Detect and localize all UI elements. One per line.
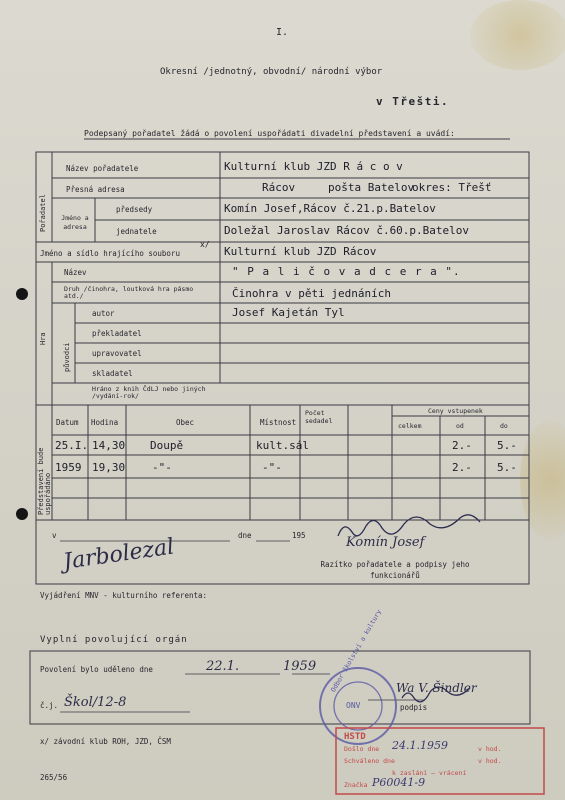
povoleni-year: 1959: [283, 659, 317, 674]
hstd-line4: Značka: [344, 781, 368, 789]
stamp-text: Odbor školství a kultury: [329, 608, 384, 694]
jmeno-adresa-label: Jméno a adresa: [61, 214, 89, 232]
row2-datum: 1959: [55, 461, 82, 474]
row2-od: 2.-: [452, 461, 472, 474]
location: v Třešti.: [376, 95, 450, 108]
hstd-line1-value: 24.1.1959: [392, 739, 448, 752]
soubor-label: Jméno a sídlo hrajícího souboru: [40, 249, 180, 258]
hstd-line3: k zaslání — vrácení: [392, 769, 467, 777]
footer-note: x/ závodní klub ROH, JZD, ČSM: [40, 737, 171, 746]
hstd-line2-suffix: v hod.: [478, 757, 502, 765]
form-number: 265/56: [40, 773, 68, 782]
row2-obec: -"-: [152, 461, 172, 474]
prekladatel-label: překladatel: [92, 329, 142, 338]
hstd-line1-suffix: v hod.: [478, 745, 502, 753]
row1-obec: Doupě: [150, 439, 184, 452]
adresa-value: Rácov: [262, 181, 296, 194]
stamp-center: ONV: [346, 701, 361, 710]
row2-mistnost: -"-: [262, 461, 282, 474]
hrano-label: Hráno z knih ČdLJ nebo jiných /vydání-rok/: [92, 385, 206, 401]
col-pocet: Počet sedadel: [305, 409, 333, 425]
nazev-poradatele-label: Název pořadatele: [66, 164, 139, 173]
podpis-handwritten: Wa V. Šindler: [396, 681, 477, 695]
nazev-poradatele-value: Kulturní klub JZD R á c o v: [224, 160, 403, 173]
signer-handwritten: Komín Josef: [346, 535, 425, 550]
page-number: I.: [276, 27, 289, 38]
jednatele-label: jednatele: [116, 227, 157, 236]
skladatel-label: skladatel: [92, 369, 133, 378]
predsedy-value: Komín Josef,Rácov č.21.p.Batelov: [224, 202, 436, 215]
organ-title: Vyplní povolující orgán: [40, 635, 188, 645]
col-hodina: Hodina: [91, 418, 119, 427]
signature-caption: Razítko pořadatele a podpisy jeho funkcionářů: [320, 560, 470, 580]
soubor-value: Kulturní klub JZD Rácov: [224, 245, 377, 258]
section-poradatel: Pořadatel: [39, 194, 47, 232]
section-predstaveni: Představení bude uspořádáno: [37, 447, 53, 515]
col-od: od: [456, 422, 464, 430]
section-puvodci: původci: [63, 342, 71, 372]
autor-label: autor: [92, 309, 115, 318]
mnv-label: Vyjádření MNV - kulturního referenta:: [40, 591, 208, 600]
autor-value: Josef Kajetán Tyl: [232, 306, 345, 319]
row1-do: 5.-: [497, 439, 517, 452]
hstd-title: HSTD: [344, 732, 366, 742]
hstd-line4-value: P60041-9: [372, 776, 426, 789]
punch-hole: [16, 508, 28, 520]
podpis-label: podpis: [400, 703, 428, 712]
upravovatel-label: upravovatel: [92, 349, 142, 358]
nazev-hry-value: " P a l i č o v a d c e r a ".: [232, 265, 461, 278]
okres-value: okres: Třešť: [412, 181, 492, 194]
druh-value: Činohra v pěti jednáních: [232, 287, 391, 300]
hstd-line1: Došlo dne: [344, 745, 380, 753]
posta-value: pošta Batelov: [328, 181, 415, 194]
col-obec: Obec: [176, 418, 195, 427]
jednatele-value: Doležal Jaroslav Rácov č.60.p.Batelov: [224, 224, 470, 237]
col-ceny: Ceny vstupenek: [428, 407, 483, 415]
cj-label: č.j.: [40, 701, 59, 710]
row1-mistnost: kult.sál: [256, 439, 309, 452]
druh-label: Druh /činohra, loutková hra pásmo atd./: [64, 285, 194, 301]
place-handwritten: Jarbolezal: [61, 534, 176, 575]
adresa-label: Přesná adresa: [66, 185, 125, 194]
soubor-mark: x/: [200, 240, 210, 249]
row1-datum: 25.I.: [55, 439, 89, 452]
signature-squiggle: [338, 515, 480, 536]
row1-hodina: 14,30: [92, 439, 126, 452]
cj-value: Škol/12-8: [64, 695, 127, 710]
row1-od: 2.-: [452, 439, 472, 452]
col-mistnost: Místnost: [260, 418, 297, 427]
intro-text: Podepsaný pořadatel žádá o povolení uspořádati divadelní představení a uvádí:: [84, 129, 455, 138]
authority-title: Okresní /jednotný, obvodní/ národní výbor: [160, 67, 383, 77]
col-do: do: [500, 422, 508, 430]
col-celkem: celkem: [398, 422, 422, 430]
povoleni-date: 22.1.: [206, 659, 240, 674]
v-label: v: [52, 531, 57, 540]
nazev-hry-label: Název: [64, 268, 87, 277]
year-label: 195: [292, 531, 306, 540]
hstd-line2: Schváleno dne: [344, 757, 395, 765]
col-datum: Datum: [56, 418, 79, 427]
row2-do: 5.-: [497, 461, 517, 474]
dne-label: dne: [238, 531, 252, 540]
section-hra: Hra: [39, 332, 47, 345]
povoleni-label: Povolení bylo uděleno dne: [40, 665, 153, 674]
row2-hodina: 19,30: [92, 461, 126, 474]
predsedy-label: předsedy: [116, 205, 153, 214]
punch-hole: [16, 288, 28, 300]
